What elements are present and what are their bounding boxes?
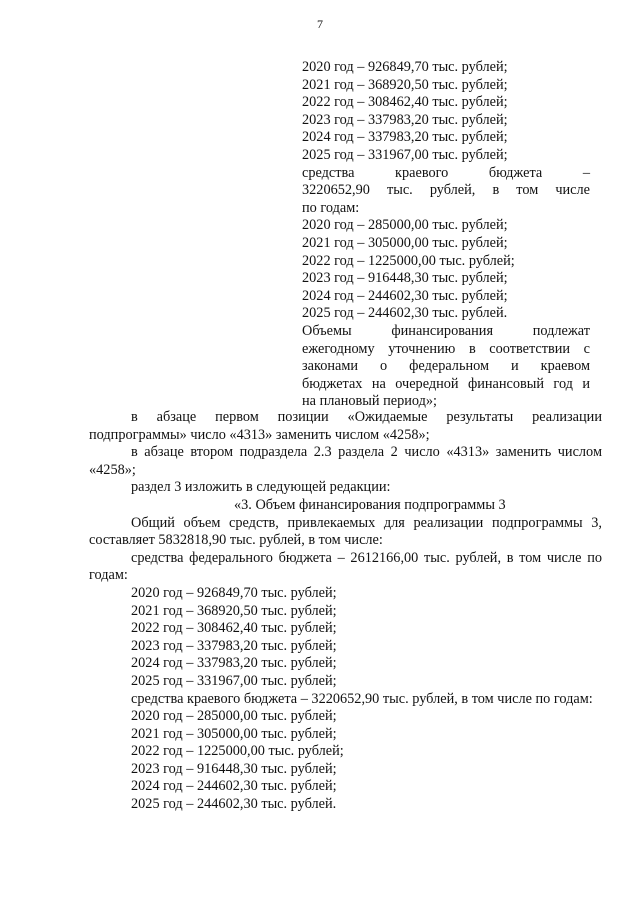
note-line: Объемы финансирования подлежат bbox=[302, 322, 590, 339]
list-item: 2022 год – 1225000,00 тыс. рублей; bbox=[131, 743, 344, 760]
list-item: 2025 год – 244602,30 тыс. рублей. bbox=[302, 305, 508, 322]
list-item: 2023 год – 337983,20 тыс. рублей; bbox=[302, 111, 508, 128]
list-item: 2024 год – 244602,30 тыс. рублей; bbox=[131, 778, 337, 795]
section-title: «3. Объем финансирования подпрограммы 3 bbox=[234, 496, 506, 513]
note-line: бюджетах на очередной финансовый год и bbox=[302, 375, 590, 392]
list-item: 2021 год – 368920,50 тыс. рублей; bbox=[302, 76, 508, 93]
financing-right-column bbox=[302, 59, 590, 411]
list-item: 2020 год – 926849,70 тыс. рублей; bbox=[131, 584, 337, 601]
list-item: 2024 год – 244602,30 тыс. рублей; bbox=[302, 287, 508, 304]
list-item: 2025 год – 244602,30 тыс. рублей. bbox=[131, 796, 337, 813]
note-line: законами о федеральном и краевом bbox=[302, 358, 590, 375]
paragraph-section-3-intro: раздел 3 изложить в следующей редакции: bbox=[131, 479, 391, 496]
page-number: 7 bbox=[317, 17, 323, 31]
regional-line-1: средства краевого бюджета – bbox=[302, 164, 590, 181]
list-item: 2024 год – 337983,20 тыс. рублей; bbox=[302, 129, 508, 146]
list-item: 2021 год – 305000,00 тыс. рублей; bbox=[131, 725, 337, 742]
list-item: 2020 год – 285000,00 тыс. рублей; bbox=[302, 217, 508, 234]
list-item: 2021 год – 305000,00 тыс. рублей; bbox=[302, 234, 508, 251]
list-item: 2023 год – 916448,30 тыс. рублей; bbox=[302, 270, 508, 287]
list-item: 2022 год – 308462,40 тыс. рублей; bbox=[302, 94, 508, 111]
list-item: 2020 год – 285000,00 тыс. рублей; bbox=[131, 708, 337, 725]
list-item: 2023 год – 337983,20 тыс. рублей; bbox=[131, 637, 337, 654]
note-line: ежегодному уточнению в соответствии с bbox=[302, 340, 590, 357]
paragraph-expected-results: в абзаце первом позиции «Ожидаемые результаты реализации подпрограммы» число «4313» заменить числом «4258»; bbox=[89, 409, 602, 443]
list-item: 2020 год – 926849,70 тыс. рублей; bbox=[302, 59, 508, 75]
list-item: 2022 год – 308462,40 тыс. рублей; bbox=[131, 620, 337, 637]
list-item: 2021 год – 368920,50 тыс. рублей; bbox=[131, 602, 337, 619]
paragraph-federal-budget: средства федерального бюджета – 2612166,00 тыс. рублей, в том числе по годам: bbox=[89, 549, 602, 584]
regional-line-3: по годам: bbox=[302, 199, 360, 216]
list-item: 2024 год – 337983,20 тыс. рублей; bbox=[131, 655, 337, 672]
regional-line-2: 3220652,90 тыс. рублей, в том числе bbox=[302, 182, 590, 199]
paragraph-subsection-2-3: в абзаце втором подраздела 2.3 раздела 2 число «4313» заменить числом «4258»; bbox=[89, 444, 602, 478]
list-item: 2025 год – 331967,00 тыс. рублей; bbox=[302, 146, 508, 163]
note-line: на плановый период»; bbox=[302, 393, 438, 410]
paragraph-regional-budget: средства краевого бюджета – 3220652,90 тыс. рублей, в том числе по годам: bbox=[131, 690, 593, 707]
list-item: 2023 год – 916448,30 тыс. рублей; bbox=[131, 760, 337, 777]
document-body bbox=[89, 409, 602, 814]
paragraph-total-volume: Общий объем средств, привлекаемых для реализации подпрограммы 3, составляет 5832818,90 тыс. рублей, в том числе: bbox=[89, 514, 602, 549]
list-item: 2022 год – 1225000,00 тыс. рублей; bbox=[302, 252, 515, 269]
list-item: 2025 год – 331967,00 тыс. рублей; bbox=[131, 672, 337, 689]
